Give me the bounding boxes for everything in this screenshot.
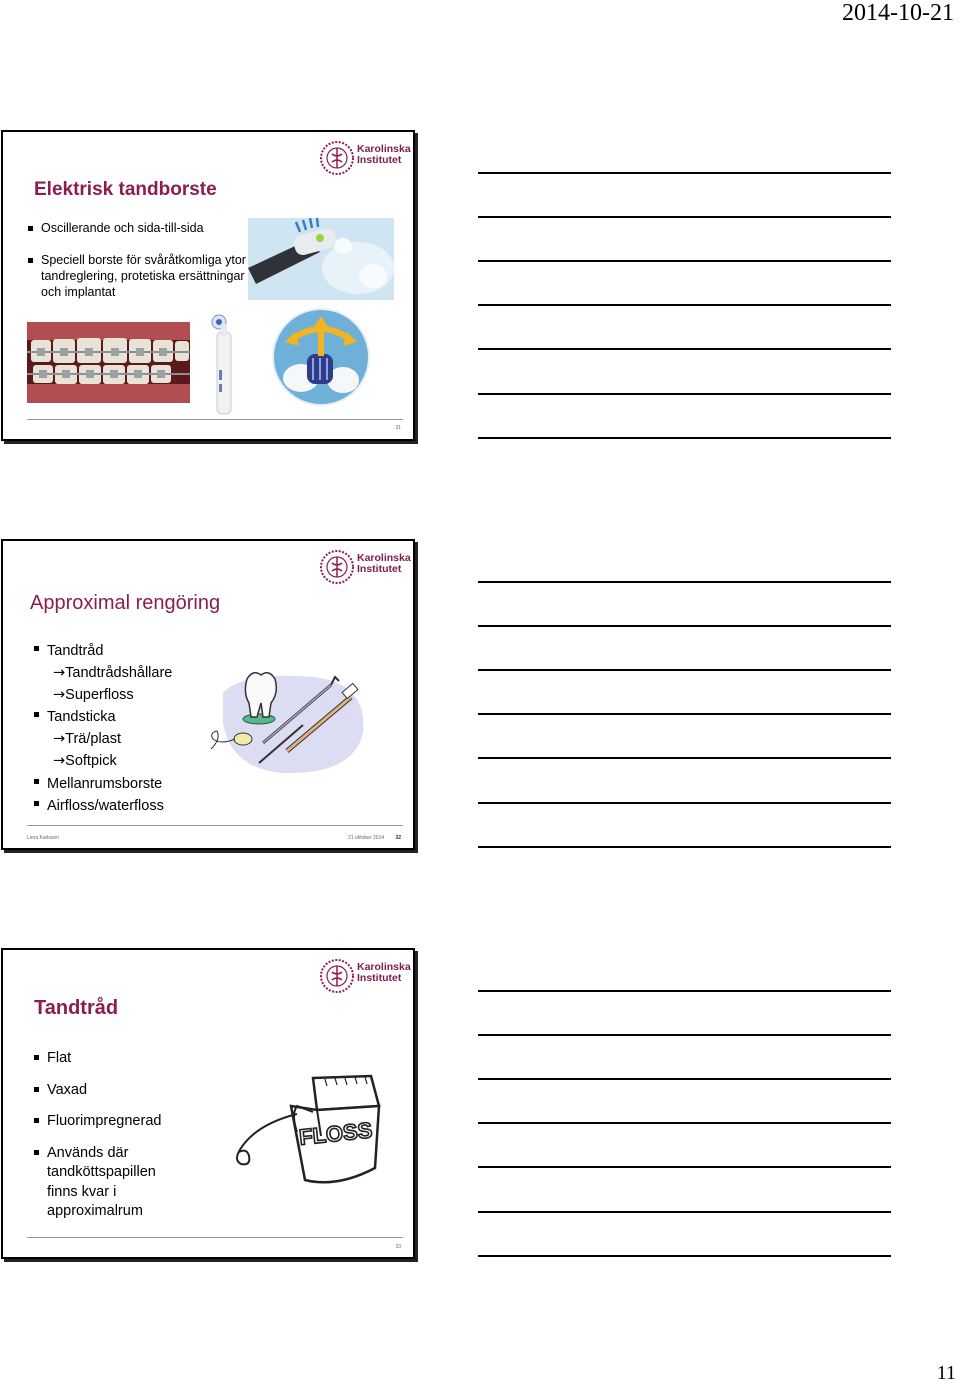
bullet-list bbox=[27, 220, 247, 300]
slide-number: 31 bbox=[395, 425, 401, 431]
note-line bbox=[478, 1211, 891, 1213]
note-line bbox=[478, 348, 891, 350]
note-line bbox=[478, 757, 891, 759]
bullet-list bbox=[33, 640, 223, 817]
list-item: Tandsticka bbox=[33, 706, 223, 728]
slide-31 bbox=[1, 130, 415, 441]
dental-tools-image bbox=[203, 663, 373, 783]
footer-divider bbox=[27, 419, 403, 420]
footer-date: 21 oktober 2014 bbox=[348, 835, 385, 841]
note-line bbox=[478, 802, 891, 804]
list-item: Tandtråd bbox=[33, 640, 223, 662]
note-line bbox=[478, 393, 891, 395]
list-item: Speciell borste för svåråtkomliga ytor tandreglering, protetiska ersättningar och implantat bbox=[27, 252, 247, 300]
ki-seal-icon bbox=[319, 958, 355, 994]
slide-33 bbox=[1, 948, 415, 1259]
logo-text-line2: Institutet bbox=[357, 154, 402, 166]
single-tuft-brush-image bbox=[203, 310, 243, 416]
note-line bbox=[478, 846, 891, 848]
note-line bbox=[478, 581, 891, 583]
note-line bbox=[478, 216, 891, 218]
list-item: Används där tandköttspapillen finns kvar i approximalrum bbox=[33, 1144, 183, 1222]
list-item: →Tandtrådshållare bbox=[53, 665, 173, 682]
ki-seal-icon bbox=[319, 140, 355, 176]
list-item: →Softpick bbox=[53, 753, 117, 770]
page-date: 2014-10-21 bbox=[842, 0, 954, 26]
note-line bbox=[478, 1034, 891, 1036]
list-item: →Trä/plast bbox=[53, 731, 122, 748]
list-item: Mellanrumsborste bbox=[33, 773, 223, 795]
footer-divider bbox=[27, 825, 403, 826]
note-line bbox=[478, 1122, 891, 1124]
note-line bbox=[478, 713, 891, 715]
note-line bbox=[478, 1078, 891, 1080]
footer-divider bbox=[27, 1237, 403, 1238]
logo-text-line1: Karolinska bbox=[357, 961, 411, 973]
list-item: Airfloss/waterfloss bbox=[33, 795, 223, 817]
logo-text-line2: Institutet bbox=[357, 563, 402, 575]
list-item: Flat bbox=[33, 1049, 183, 1069]
page-number: 11 bbox=[936, 1362, 956, 1384]
karolinska-logo bbox=[319, 140, 411, 176]
note-line bbox=[478, 172, 891, 174]
logo-text-line2: Institutet bbox=[357, 972, 402, 984]
logo-text-line1: Karolinska bbox=[357, 552, 411, 564]
note-line bbox=[478, 304, 891, 306]
rotating-brush-image bbox=[271, 308, 371, 406]
note-line bbox=[478, 990, 891, 992]
floss-label: FLOSS bbox=[297, 1117, 374, 1150]
bullet-list bbox=[33, 1049, 183, 1222]
toothbrush-head-image bbox=[248, 218, 394, 300]
floss-container-image bbox=[217, 1074, 389, 1194]
slide-title: Elektrisk tandborste bbox=[34, 179, 217, 200]
list-item: →Superfloss bbox=[53, 687, 134, 704]
list-item: Fluorimpregnerad bbox=[33, 1112, 183, 1132]
slide-number: 32 bbox=[395, 835, 401, 841]
note-line bbox=[478, 669, 891, 671]
karolinska-logo bbox=[319, 549, 411, 585]
slide-number: 33 bbox=[395, 1244, 401, 1250]
footer-author: Lena Karlsson bbox=[27, 835, 59, 841]
slide-title: Tandtråd bbox=[34, 997, 119, 1019]
note-line bbox=[478, 437, 891, 439]
note-line bbox=[478, 625, 891, 627]
list-item: Vaxad bbox=[33, 1081, 183, 1101]
ki-seal-icon bbox=[319, 549, 355, 585]
note-line bbox=[478, 1166, 891, 1168]
slide-32 bbox=[1, 539, 415, 850]
slide-title: Approximal rengöring bbox=[30, 592, 221, 614]
braces-teeth-image bbox=[27, 322, 190, 403]
note-line bbox=[478, 1255, 891, 1257]
list-item: Oscillerande och sida-till-sida bbox=[27, 220, 247, 236]
note-line bbox=[478, 260, 891, 262]
logo-text-line1: Karolinska bbox=[357, 143, 411, 155]
karolinska-logo bbox=[319, 958, 411, 994]
